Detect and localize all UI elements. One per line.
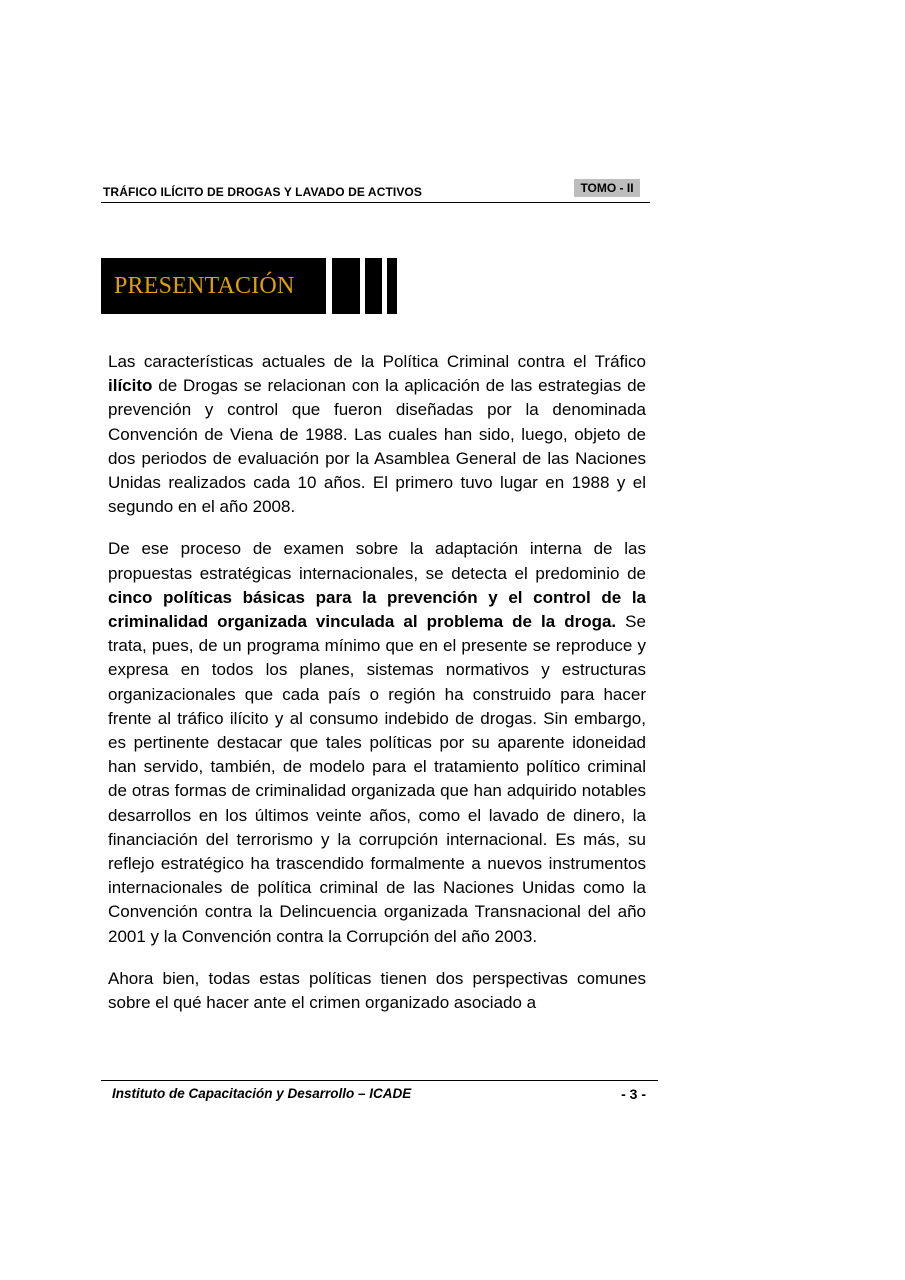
section-title: PRESENTACIÓN [114,273,295,299]
paragraph-1 [108,350,646,519]
paragraph-text: Las características actuales de la Política Criminal contra el Tráfico [108,352,646,371]
volume-badge: TOMO - II [574,179,640,197]
footer-divider [101,1080,658,1081]
paragraph-text: de Drogas se relacionan con la aplicación de las estrategias de prevención y control que fueron diseñadas por la denominada Convención de Viena de 1988. Las cuales han sido, luego, objeto de dos periodos de evaluación por la Asamblea General de las Naciones Unidas realizados cada 10 años. El primero tuvo lugar en 1988 y el segundo en el año 2008. [108,376,646,517]
footer-institution: Instituto de Capacitación y Desarrollo – ICADE [112,1086,412,1101]
decorative-bar [332,258,360,314]
running-header-title: TRÁFICO ILÍCITO DE DROGAS Y LAVADO DE ACTIVOS [103,185,422,199]
paragraph-bold-text: cinco políticas básicas para la prevención y el control de la criminalidad organizada vinculada al problema de la droga. [108,587,646,632]
header-divider [101,202,650,203]
paragraph-text: De ese proceso de examen sobre la adaptación interna de las propuestas estratégicas internacionales, se detecta el predominio de [108,539,646,583]
decorative-bar [387,258,397,314]
paragraph-2 [108,537,646,948]
page-number: - 3 - [621,1086,646,1102]
paragraph-3: Ahora bien, todas estas políticas tienen dos perspectivas comunes sobre el qué hacer ante el crimen organizado asociado a [108,968,646,1013]
decorative-bar [365,258,382,314]
paragraph-text: Se trata, pues, de un programa mínimo que en el presente se reproduce y expresa en todos los planes, sistemas normativos y estructuras organizacionales que cada país o región ha construido para hacer frente al tráfico ilícito y al consumo indebido de drogas. Sin embargo, es pertinente destacar que tales políticas por su aparente idoneidad han servido, también, de modelo para el tratamiento político criminal de otras formas de criminalidad organizada que han adquirido notables desarrollos en los últimos veinte años, como el lavado de dinero, la financiación del terrorismo y la corrupción internacional. Es más, su reflejo estratégico ha trascendido formalmente a nuevos instrumentos internacionales de política criminal de las Naciones Unidas como la Convención contra la Delincuencia organizada Transnacional del año 2001 y la Convención contra la Corrupción del año 2003. [108,612,646,946]
paragraph-bold-text: ilícito [108,376,153,396]
body-text [108,350,646,1033]
section-title-block [101,258,326,314]
